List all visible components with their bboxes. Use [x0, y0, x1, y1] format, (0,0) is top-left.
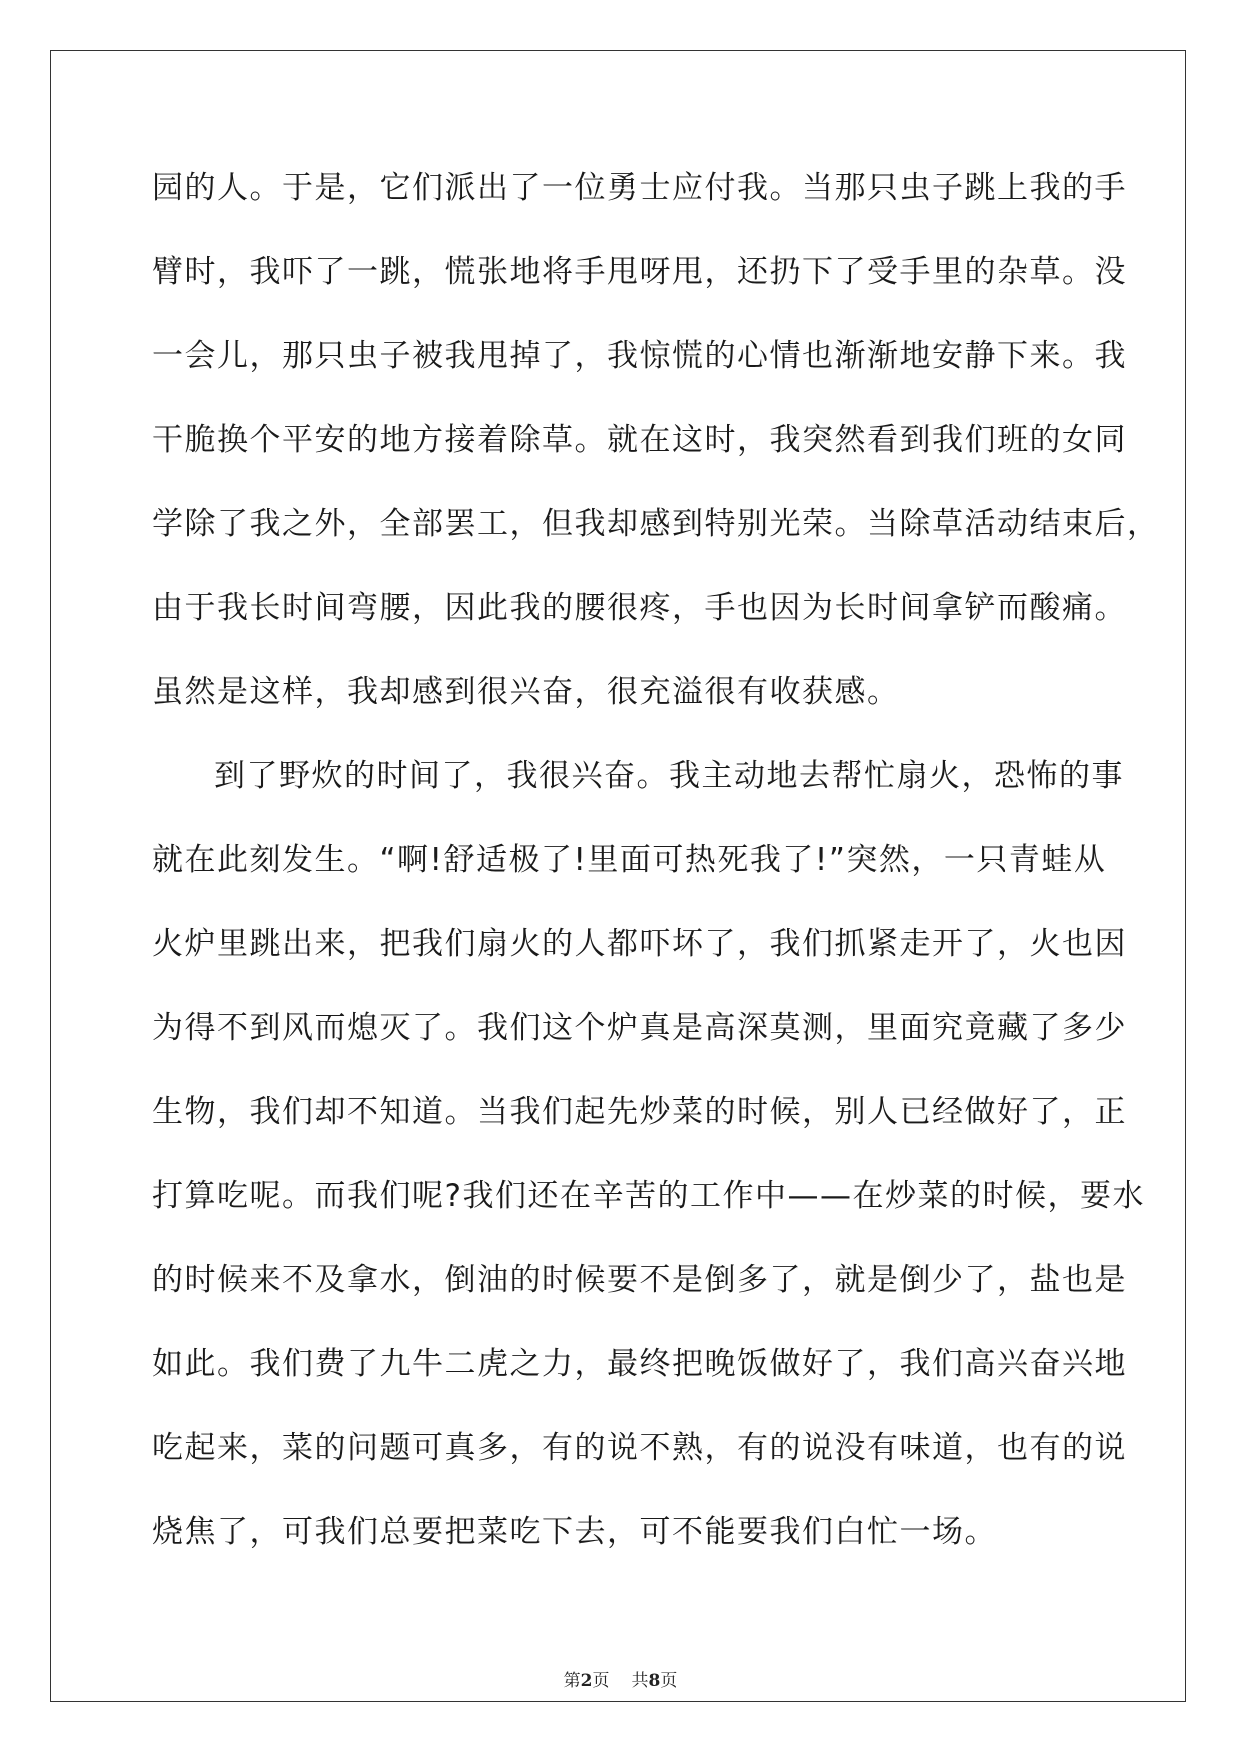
total-suffix: 页: [660, 1671, 678, 1691]
paragraph-1: [152, 160, 1160, 748]
text-line: 火炉里跳出来，把我们扇火的人都吓坏了，我们抓紧走开了，火也因: [152, 926, 1127, 962]
text-line: 烧焦了，可我们总要把菜吃下去，可不能要我们白忙一场。: [152, 1514, 997, 1550]
text-line: 园的人。于是，它们派出了一位勇士应付我。当那只虫子跳上我的手: [152, 170, 1127, 206]
total-pages-number: 8: [648, 1671, 661, 1691]
document-body: [152, 160, 1160, 1588]
page-prefix: 第: [563, 1671, 581, 1691]
text-line: 干脆换个平安的地方接着除草。就在这时，我突然看到我们班的女同: [152, 422, 1127, 458]
text-line: 到了野炊的时间了，我很兴奋。我主动地去帮忙扇火，恐怖的事: [214, 758, 1124, 794]
text-line: 如此。我们费了九牛二虎之力，最终把晚饭做好了，我们高兴奋兴地: [152, 1346, 1127, 1382]
text-line: 由于我长时间弯腰，因此我的腰很疼，手也因为长时间拿铲而酸痛。: [152, 590, 1127, 626]
text-line: 学除了我之外，全部罢工，但我却感到特别光荣。当除草活动结束后，: [152, 506, 1160, 542]
text-line: 一会儿，那只虫子被我甩掉了，我惊慌的心情也渐渐地安静下来。我: [152, 338, 1127, 374]
text-line: 吃起来，菜的问题可真多，有的说不熟，有的说没有味道，也有的说: [152, 1430, 1127, 1466]
text-line: 臂时，我吓了一跳，慌张地将手甩呀甩，还扔下了受手里的杂草。没: [152, 254, 1127, 290]
page-footer: [0, 1666, 1241, 1691]
page-suffix: 页: [592, 1671, 610, 1691]
current-page-number: 2: [580, 1671, 593, 1691]
text-line: 就在此刻发生。“啊!舒适极了!里面可热死我了!”突然，一只青蛙从: [152, 842, 1107, 878]
text-line: 打算吃呢。而我们呢?我们还在辛苦的工作中——在炒菜的时候，要水: [152, 1178, 1145, 1214]
text-line: 虽然是这样，我却感到很兴奋，很充溢很有收获感。: [152, 674, 900, 710]
text-line: 为得不到风而熄灭了。我们这个炉真是高深莫测，里面究竟藏了多少: [152, 1010, 1127, 1046]
text-line: 生物，我们却不知道。当我们起先炒菜的时候，别人已经做好了，正: [152, 1094, 1127, 1130]
text-line: 的时候来不及拿水，倒油的时候要不是倒多了，就是倒少了，盐也是: [152, 1262, 1127, 1298]
paragraph-2: [152, 748, 1145, 1588]
total-prefix: 共: [631, 1671, 649, 1691]
